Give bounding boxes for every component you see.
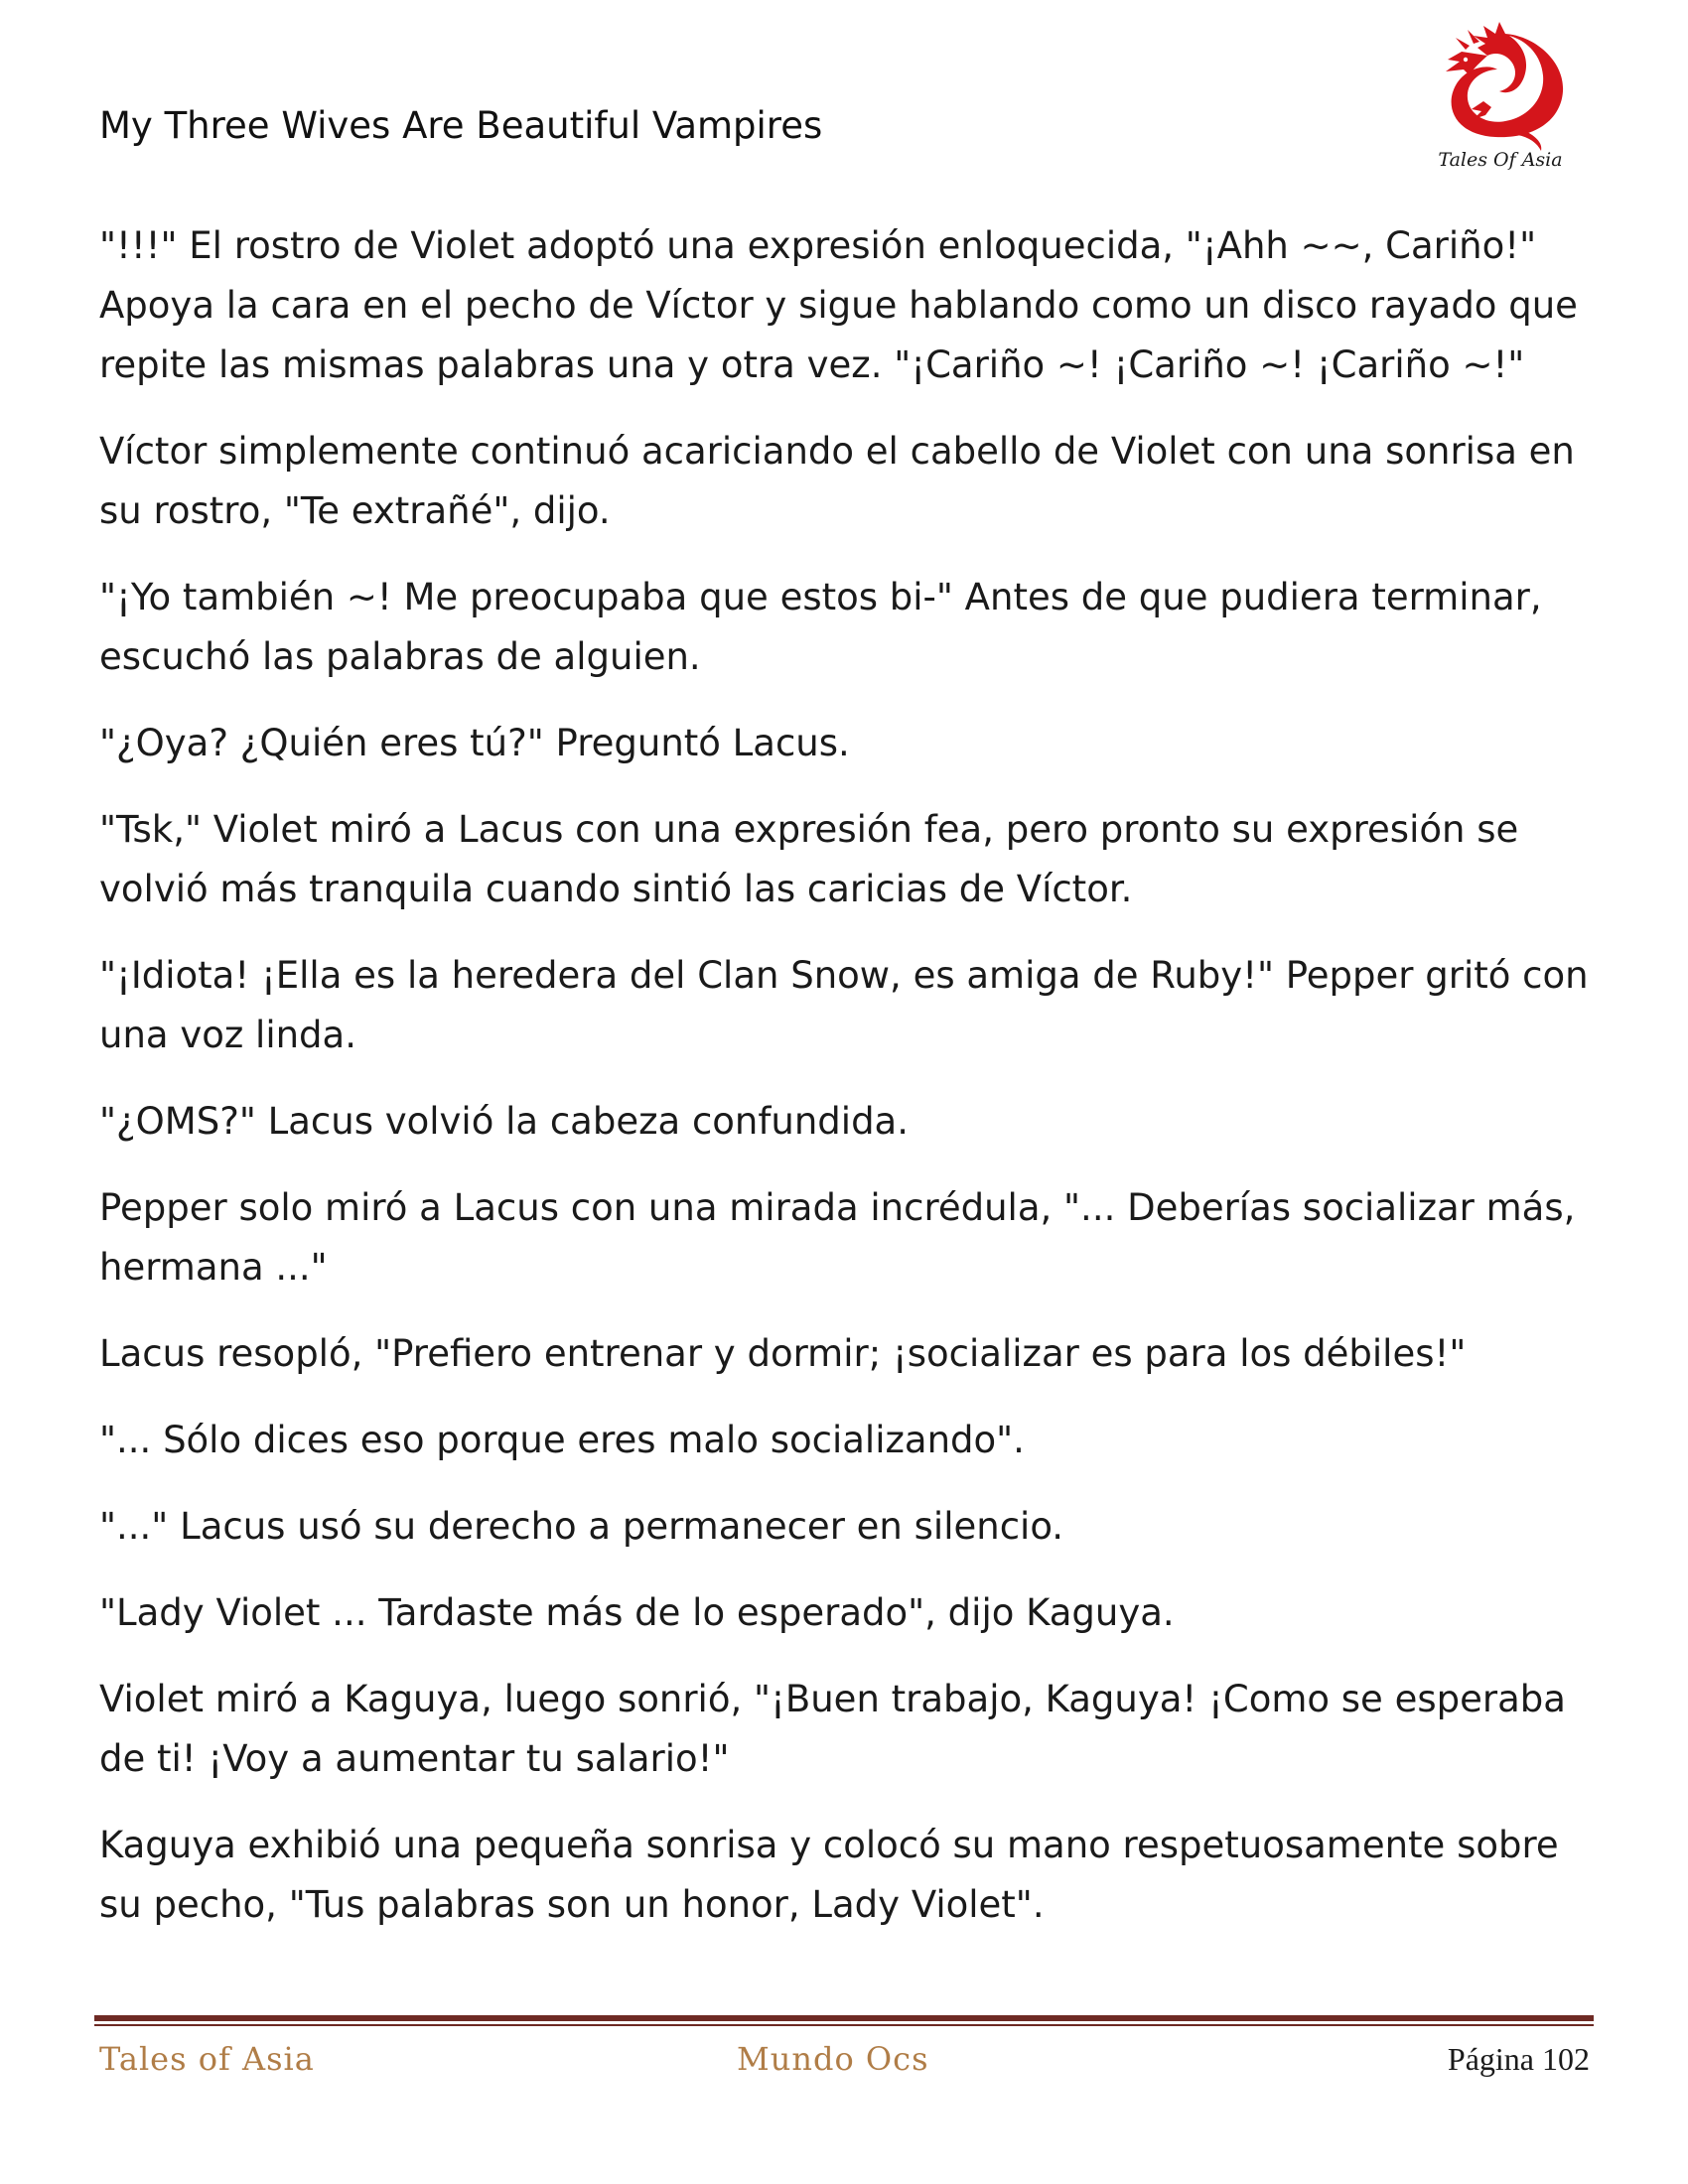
paragraph: "¿Oya? ¿Quién eres tú?" Preguntó Lacus. bbox=[99, 722, 850, 764]
paragraph: "!!!" El rostro de Violet adoptó una expresión enloquecida, "¡Ahh ~~, Cariño!" Apoya la cara en el pecho de Víctor y sigue hablando como un disco rayado que repite las mismas palabras una y otra vez. "¡Cariño ~! ¡Cariño ~! ¡Cariño ~!" bbox=[99, 224, 1578, 386]
red-dragon-icon bbox=[1426, 18, 1575, 152]
paragraph: "¡Idiota! ¡Ella es la heredera del Clan Snow, es amiga de Ruby!" Pepper gritó con una voz linda. bbox=[99, 954, 1589, 1056]
paragraph: Víctor simplemente continuó acariciando el cabello de Violet con una sonrisa en su rostro, "Te extrañé", dijo. bbox=[99, 430, 1575, 532]
logo-text: Tales Of Asia bbox=[1438, 149, 1563, 171]
paragraph: "¡Yo también ~! Me preocupaba que estos bi-" Antes de que pudiera terminar, escuchó las palabras de alguien. bbox=[99, 576, 1542, 678]
paragraph: "Lady Violet ... Tardaste más de lo esperado", dijo Kaguya. bbox=[99, 1591, 1175, 1634]
footer-rule-thick bbox=[94, 2015, 1594, 2021]
paragraph: "..." Lacus usó su derecho a permanecer en silencio. bbox=[99, 1505, 1064, 1548]
paragraph: "Tsk," Violet miró a Lacus con una expresión fea, pero pronto su expresión se volvió más tranquila cuando sintió las caricias de Víctor. bbox=[99, 808, 1519, 910]
paragraph: "¿OMS?" Lacus volvió la cabeza confundida. bbox=[99, 1100, 909, 1143]
paragraph: Violet miró a Kaguya, luego sonrió, "¡Buen trabajo, Kaguya! ¡Como se esperaba de ti! ¡Voy a aumentar tu salario!" bbox=[99, 1678, 1566, 1780]
footer-rule bbox=[94, 2015, 1594, 2027]
document-title: My Three Wives Are Beautiful Vampires bbox=[99, 104, 823, 147]
footer-group-name: Mundo Ocs bbox=[737, 2040, 929, 2078]
paragraph: Kaguya exhibió una pequeña sonrisa y colocó su mano respetuosamente sobre su pecho, "Tus palabras son un honor, Lady Violet". bbox=[99, 1824, 1559, 1926]
paragraph: Pepper solo miró a Lacus con una mirada incrédula, "... Deberías socializar más, hermana ..." bbox=[99, 1186, 1576, 1289]
footer-rule-thin bbox=[94, 2024, 1594, 2026]
paragraph: Lacus resopló, "Prefiero entrenar y dormir; ¡socializar es para los débiles!" bbox=[99, 1332, 1467, 1375]
footer-site-name: Tales of Asia bbox=[99, 2040, 315, 2078]
tales-of-asia-logo bbox=[1426, 18, 1575, 177]
paragraph: "... Sólo dices eso porque eres malo socializando". bbox=[99, 1419, 1025, 1461]
page-number: Página 102 bbox=[1447, 2041, 1590, 2077]
body-text bbox=[99, 216, 1599, 1962]
